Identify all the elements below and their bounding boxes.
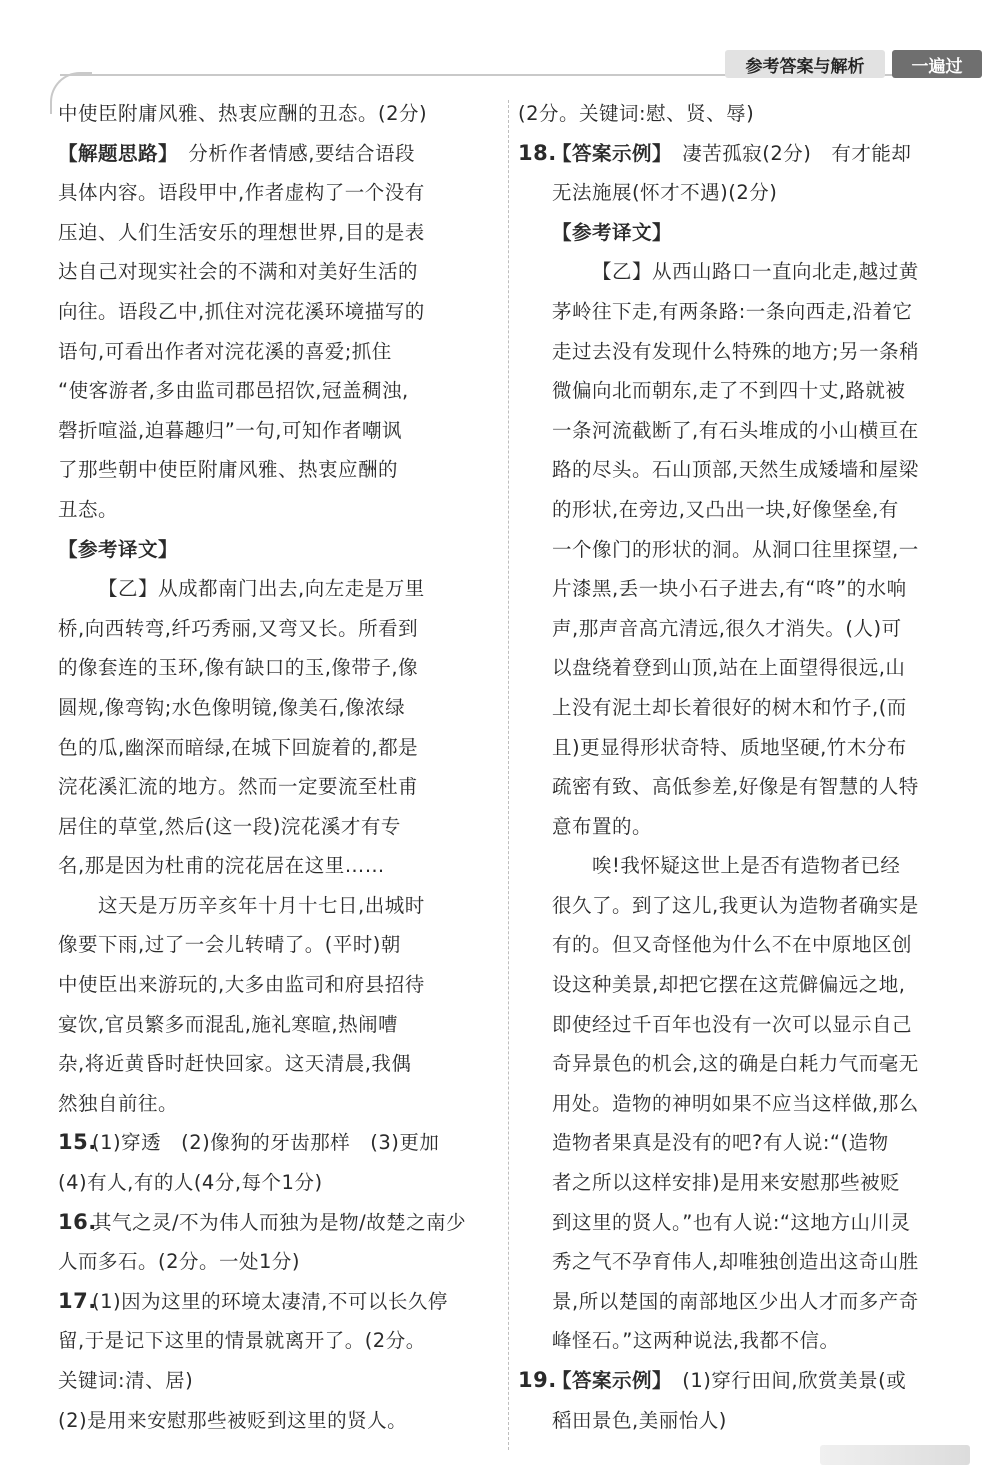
text-line (58, 886, 498, 926)
line-text: 片漆黑,丢一块小石子进去,有“咚”的水响 (552, 577, 907, 601)
text-line (58, 94, 498, 134)
line-text: 声,那声音高亢清远,很久才消失。(人)可 (552, 616, 902, 640)
text-line (518, 450, 968, 490)
line-text: 的像套连的玉环,像有缺口的玉,像带子,像 (58, 656, 419, 680)
line-text: 人而多石。(2分。一处1分) (58, 1250, 301, 1274)
text-line (58, 1163, 498, 1203)
text-line (58, 134, 498, 174)
line-text: 像要下雨,过了一会儿转晴了。(平时)朝 (58, 933, 401, 957)
text-line (58, 252, 498, 292)
line-text: (2)是用来安慰那些被贬到这里的贤人。 (58, 1408, 408, 1432)
text-line (58, 411, 498, 451)
line-text: 宴饮,官员繁多而混乱,施礼寒暄,热闹嘈 (58, 1012, 399, 1036)
text-line (518, 1321, 968, 1361)
line-text: 稻田景色,美丽怡人) (552, 1408, 727, 1432)
text-line (58, 371, 498, 411)
line-text: 峰怪石。”这两种说法,我都不信。 (552, 1329, 840, 1353)
text-line (518, 332, 968, 372)
text-line (518, 490, 968, 530)
text-line (518, 648, 968, 688)
line-text: 造物者果真是没有的吧?有人说:“(造物 (552, 1131, 889, 1155)
text-line (518, 767, 968, 807)
text-line (518, 1282, 968, 1322)
section-tag: 【参考译文】 (58, 537, 179, 561)
line-text: 走过去没有发现什么特殊的地方;另一条稍 (552, 339, 920, 363)
line-text: 意布置的。 (552, 814, 653, 838)
brand-logo: 一遍过 (892, 50, 982, 78)
line-text: 了那些朝中使臣附庸风雅、热衷应酬的 (58, 458, 399, 482)
text-line (518, 925, 968, 965)
question-number: 16. (58, 1209, 97, 1234)
section-tag: 【答案示例】 (552, 141, 663, 165)
question-number: 17. (58, 1288, 97, 1313)
line-text: 分析作者情感,要结合语段 (168, 141, 415, 165)
line-text: 秀之气不孕育伟人,却唯独创造出这奇山胜 (552, 1250, 919, 1274)
line-text: 压迫、人们生活安乐的理想世界,目的是表 (58, 220, 425, 244)
text-line (58, 1005, 498, 1045)
question-number: 15. (58, 1130, 97, 1155)
text-line (58, 609, 498, 649)
text-line (518, 1361, 968, 1401)
line-text: 中使臣出来游玩的,大多由监司和府县招待 (58, 973, 425, 997)
line-text: “使客游者,多由监司郡邑招饮,冠盖稠浊, (58, 379, 409, 403)
text-line (58, 846, 498, 886)
text-line (518, 1123, 968, 1163)
text-line (518, 411, 968, 451)
text-line (518, 252, 968, 292)
page-header (0, 0, 1000, 80)
line-text: 奇异景色的机会,这的确是白耗力气而毫无 (552, 1052, 919, 1076)
text-line (518, 1203, 968, 1243)
line-text: 色的瓜,幽深而暗绿,在城下回旋着的,都是 (58, 735, 419, 759)
line-text: (1)穿透 (2)像狗的牙齿那样 (3)更加 (92, 1131, 440, 1155)
line-text: (1)穿行田间,欣赏美景(或 (662, 1369, 907, 1392)
text-line (518, 609, 968, 649)
text-line (58, 1044, 498, 1084)
text-line (58, 688, 498, 728)
line-text: 一条河流截断了,有石头堆成的小山横亘在 (552, 418, 919, 442)
section-tag: 【答案示例】 (552, 1369, 663, 1392)
line-text: 景,所以楚国的南部地区少出人才而多产奇 (552, 1289, 919, 1313)
text-line (518, 94, 968, 134)
text-line (58, 965, 498, 1005)
text-line (58, 213, 498, 253)
text-line (518, 688, 968, 728)
text-line (58, 450, 498, 490)
text-line (518, 1401, 968, 1441)
line-text: 者之所以这样安排)是用来安慰那些被贬 (552, 1171, 901, 1195)
line-text: 语句,可看出作者对浣花溪的喜爱;抓住 (58, 339, 392, 363)
text-line (58, 1321, 498, 1361)
text-line (518, 569, 968, 609)
line-text: 具体内容。语段甲中,作者虚构了一个没有 (58, 181, 425, 205)
line-text: 其气之灵/不为伟人而独为是物/故楚之南少 (92, 1210, 467, 1234)
line-text: 用处。造物的神明如果不应当这样做,那么 (552, 1091, 919, 1115)
line-text: 杂,将近黄昏时赶快回家。这天清晨,我偶 (58, 1052, 412, 1076)
line-text: 唉!我怀疑这世上是否有造物者已经 (592, 854, 901, 878)
text-line (58, 332, 498, 372)
text-line (518, 134, 968, 174)
text-line (518, 1084, 968, 1124)
text-line (58, 648, 498, 688)
line-text: 达自己对现实社会的不满和对美好生活的 (58, 260, 419, 284)
text-line (518, 1005, 968, 1045)
line-text: (1)因为这里的环境太凄清,不可以长久停 (92, 1289, 448, 1313)
line-text: 名,那是因为杜甫的浣花居在这里…… (58, 854, 385, 878)
text-line (518, 173, 968, 213)
text-line (58, 1401, 498, 1441)
text-line (58, 1242, 498, 1282)
line-text: 圆规,像弯钩;水色像明镜,像美石,像浓绿 (58, 695, 406, 719)
text-line (518, 1163, 968, 1203)
header-title: 参考答案与解析 (725, 50, 885, 78)
text-line (58, 1282, 498, 1322)
text-line (518, 846, 968, 886)
line-text: 留,于是记下这里的情景就离开了。(2分。 (58, 1329, 426, 1353)
column-divider (508, 100, 509, 1450)
line-text: 很久了。到了这儿,我更认为造物者确实是 (552, 893, 919, 917)
line-text: 即使经过千百年也没有一次可以显示自己 (552, 1012, 913, 1036)
text-line (58, 767, 498, 807)
line-text: 丑态。 (58, 497, 119, 521)
line-text: 【乙】从西山路口一直向北走,越过黄 (592, 260, 919, 284)
text-line (58, 807, 498, 847)
text-line (58, 530, 498, 570)
line-text: 设这种美景,却把它摆在这荒僻偏远之地, (552, 973, 906, 997)
line-text: 向往。语段乙中,抓住对浣花溪环境描写的 (58, 299, 425, 323)
left-column (58, 94, 498, 1440)
section-tag: 【解题思路】 (58, 141, 169, 165)
line-text: 的形状,在旁边,又凸出一块,好像堡垒,有 (552, 497, 899, 521)
text-line (58, 569, 498, 609)
line-text: 凄苦孤寂(2分) 有才能却 (662, 141, 912, 165)
line-text: 中使臣附庸风雅、热衷应酬的丑态。(2分) (58, 102, 428, 125)
line-text: 上没有泥土却长着很好的树木和竹子,(而 (552, 695, 907, 719)
line-text: 且)更显得形状奇特、质地坚硬,竹木分布 (552, 735, 907, 759)
text-line (58, 728, 498, 768)
line-text: 然独自前往。 (58, 1091, 179, 1115)
line-text: 微偏向北而朝东,走了不到四十丈,路就被 (552, 379, 906, 403)
text-line (58, 490, 498, 530)
line-text: 磬折喧溢,迫暮趣归”一句,可知作者嘲讽 (58, 418, 402, 442)
text-line (58, 292, 498, 332)
question-number: 18. (518, 140, 557, 165)
text-line (518, 371, 968, 411)
line-text: 浣花溪汇流的地方。然而一定要流至杜甫 (58, 775, 419, 799)
line-text: 这天是万历辛亥年十月十七日,出城时 (98, 893, 425, 917)
text-line (518, 1242, 968, 1282)
text-line (58, 173, 498, 213)
text-line (518, 807, 968, 847)
right-column (518, 94, 968, 1440)
text-line (518, 965, 968, 1005)
text-line (518, 1044, 968, 1084)
text-line (58, 1361, 498, 1401)
line-text: 路的尽头。石山顶部,天然生成矮墙和屋梁 (552, 458, 919, 482)
line-text: 到这里的贤人。”也有人说:“这地方山川灵 (552, 1210, 911, 1234)
text-line (518, 530, 968, 570)
line-text: 疏密有致、高低参差,好像是有智慧的人特 (552, 775, 919, 799)
line-text: (2分。关键词:慰、贤、辱) (518, 102, 755, 125)
text-line (518, 728, 968, 768)
line-text: (4)有人,有的人(4分,每个1分) (58, 1171, 323, 1195)
text-line (518, 292, 968, 332)
section-tag: 【参考译文】 (552, 220, 673, 244)
line-text: 居住的草堂,然后(这一段)浣花溪才有专 (58, 814, 401, 838)
line-text: 一个像门的形状的洞。从洞口往里探望,一 (552, 537, 919, 561)
question-number: 19. (518, 1368, 557, 1392)
line-text: 有的。但又奇怪他为什么不在中原地区创 (552, 933, 913, 957)
text-line (518, 886, 968, 926)
text-line (58, 925, 498, 965)
page-footer (820, 1445, 970, 1465)
text-line (58, 1084, 498, 1124)
line-text: 【乙】从成都南门出去,向左走是万里 (98, 577, 425, 601)
line-text: 桥,向西转弯,纤巧秀丽,又弯又长。所看到 (58, 616, 419, 640)
text-line (58, 1203, 498, 1243)
line-text: 茅岭往下走,有两条路:一条向西走,沿着它 (552, 299, 913, 323)
line-text: 以盘绕着登到山顶,站在上面望得很远,山 (552, 656, 906, 680)
line-text: 关键词:清、居) (58, 1369, 194, 1392)
line-text: 无法施展(怀才不遇)(2分) (552, 181, 778, 205)
text-line (518, 213, 968, 253)
text-line (58, 1123, 498, 1163)
